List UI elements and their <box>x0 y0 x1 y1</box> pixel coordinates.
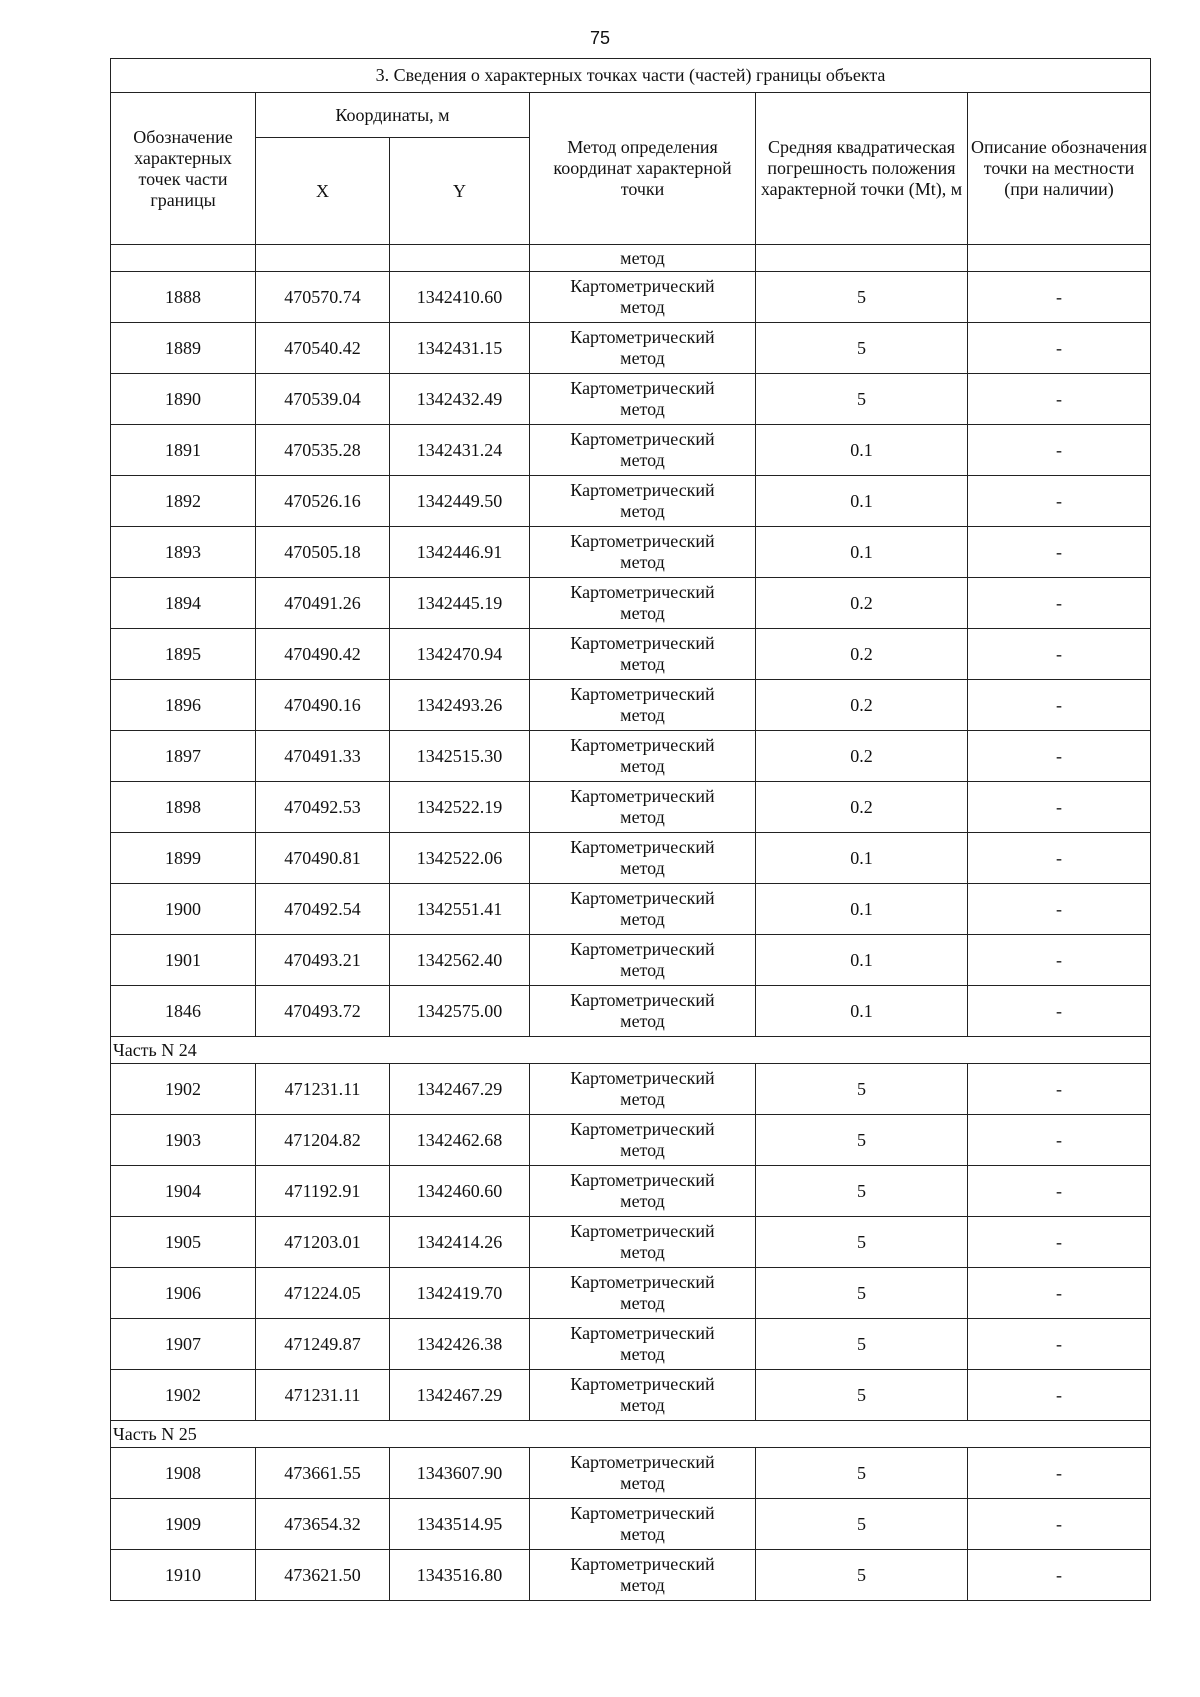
method-cell <box>530 680 756 731</box>
coord-y: 1342467.29 <box>390 1370 530 1421</box>
method-line-2: метод <box>620 1473 665 1493</box>
method-line-1: Картометрический <box>570 1119 715 1139</box>
method-line-1: Картометрический <box>570 1323 715 1343</box>
coord-x: 470491.26 <box>256 578 390 629</box>
table-row <box>111 680 1151 731</box>
coord-y: 1342445.19 <box>390 578 530 629</box>
method-line-1: Картометрический <box>570 939 715 959</box>
method-line-1: Картометрический <box>570 327 715 347</box>
point-description: - <box>968 833 1151 884</box>
table-row <box>111 1115 1151 1166</box>
table-row <box>111 578 1151 629</box>
error-mt: 0.1 <box>756 476 968 527</box>
method-line-2: метод <box>620 654 665 674</box>
header-coordinates: Координаты, м <box>256 93 530 138</box>
table-row <box>111 425 1151 476</box>
method-cell <box>530 986 756 1037</box>
cell-empty <box>968 245 1151 272</box>
point-description: - <box>968 782 1151 833</box>
method-line-1: Картометрический <box>570 633 715 653</box>
point-description: - <box>968 1448 1151 1499</box>
coord-x: 470493.72 <box>256 986 390 1037</box>
error-mt: 5 <box>756 323 968 374</box>
method-cell <box>530 1268 756 1319</box>
coord-y: 1343516.80 <box>390 1550 530 1601</box>
method-line-1: Картометрический <box>570 1452 715 1472</box>
coord-y: 1342522.19 <box>390 782 530 833</box>
method-line-1: Картометрический <box>570 786 715 806</box>
method-line-1: Картометрический <box>570 1374 715 1394</box>
point-description: - <box>968 986 1151 1037</box>
point-id: 1909 <box>111 1499 256 1550</box>
error-mt: 5 <box>756 1115 968 1166</box>
table-row <box>111 1319 1151 1370</box>
method-line-2: метод <box>620 1140 665 1160</box>
page-number: 75 <box>589 28 611 48</box>
method-line-1: Картометрический <box>570 1503 715 1523</box>
header-error: Средняя квадратическая погрешность положения характерной точки (Mt), м <box>756 93 968 245</box>
point-id: 1889 <box>111 323 256 374</box>
point-description: - <box>968 1115 1151 1166</box>
continuation-row <box>111 245 1151 272</box>
error-mt: 5 <box>756 1448 968 1499</box>
point-description: - <box>968 1166 1151 1217</box>
error-mt: 0.1 <box>756 986 968 1037</box>
method-line-2: метод <box>620 807 665 827</box>
error-mt: 0.1 <box>756 884 968 935</box>
method-cell <box>530 1166 756 1217</box>
error-mt: 5 <box>756 1370 968 1421</box>
point-description: - <box>968 629 1151 680</box>
point-description: - <box>968 374 1151 425</box>
point-description: - <box>968 731 1151 782</box>
method-cell <box>530 629 756 680</box>
coord-x: 470540.42 <box>256 323 390 374</box>
point-id: 1888 <box>111 272 256 323</box>
table-row <box>111 1064 1151 1115</box>
method-line-1: Картометрический <box>570 429 715 449</box>
method-line-2: метод <box>620 501 665 521</box>
point-id: 1896 <box>111 680 256 731</box>
part-header-row <box>111 1421 1151 1448</box>
point-description: - <box>968 272 1151 323</box>
header-description: Описание обозначения точки на местности (при наличии) <box>968 93 1151 245</box>
method-cell <box>530 425 756 476</box>
method-line-2: метод <box>620 348 665 368</box>
method-line-1: Картометрический <box>570 684 715 704</box>
cell-empty <box>111 245 256 272</box>
point-id: 1893 <box>111 527 256 578</box>
error-mt: 5 <box>756 1319 968 1370</box>
coord-y: 1342493.26 <box>390 680 530 731</box>
method-cell <box>530 1499 756 1550</box>
table-row <box>111 1370 1151 1421</box>
method-cell <box>530 935 756 986</box>
point-id: 1897 <box>111 731 256 782</box>
table-row <box>111 833 1151 884</box>
error-mt: 5 <box>756 374 968 425</box>
method-cell <box>530 1370 756 1421</box>
error-mt: 5 <box>756 1499 968 1550</box>
coord-x: 471192.91 <box>256 1166 390 1217</box>
table-title: 3. Сведения о характерных точках части (частей) границы объекта <box>111 59 1151 93</box>
coord-y: 1342431.15 <box>390 323 530 374</box>
point-description: - <box>968 1319 1151 1370</box>
coord-x: 470535.28 <box>256 425 390 476</box>
method-line-1: Картометрический <box>570 480 715 500</box>
coord-x: 470490.81 <box>256 833 390 884</box>
cell-empty <box>256 245 390 272</box>
point-description: - <box>968 323 1151 374</box>
point-id: 1905 <box>111 1217 256 1268</box>
part-label: Часть N 24 <box>111 1037 1151 1064</box>
coord-x: 470492.54 <box>256 884 390 935</box>
coord-x: 470492.53 <box>256 782 390 833</box>
header-method: Метод определения координат характерной точки <box>530 93 756 245</box>
method-line-2: метод <box>620 399 665 419</box>
error-mt: 5 <box>756 1166 968 1217</box>
method-line-1: Картометрический <box>570 378 715 398</box>
method-line-1: Картометрический <box>570 276 715 296</box>
coord-y: 1342449.50 <box>390 476 530 527</box>
coord-y: 1342462.68 <box>390 1115 530 1166</box>
error-mt: 5 <box>756 1268 968 1319</box>
coord-y: 1342446.91 <box>390 527 530 578</box>
method-line-2: метод <box>620 705 665 725</box>
point-description: - <box>968 1268 1151 1319</box>
coord-y: 1342419.70 <box>390 1268 530 1319</box>
coord-x: 470491.33 <box>256 731 390 782</box>
coord-x: 473661.55 <box>256 1448 390 1499</box>
coord-y: 1342470.94 <box>390 629 530 680</box>
error-mt: 0.2 <box>756 629 968 680</box>
point-description: - <box>968 425 1151 476</box>
point-description: - <box>968 680 1151 731</box>
table-row <box>111 1550 1151 1601</box>
method-line-1: Картометрический <box>570 837 715 857</box>
table-row <box>111 1268 1151 1319</box>
method-line-2: метод <box>620 1191 665 1211</box>
error-mt: 0.1 <box>756 935 968 986</box>
method-cell <box>530 833 756 884</box>
method-line-1: Картометрический <box>570 735 715 755</box>
point-id: 1890 <box>111 374 256 425</box>
error-mt: 0.1 <box>756 833 968 884</box>
method-cell <box>530 272 756 323</box>
method-line-2: метод <box>620 1293 665 1313</box>
table-row <box>111 629 1151 680</box>
method-line-2: метод <box>620 1011 665 1031</box>
table-row <box>111 527 1151 578</box>
boundary-points-table <box>110 58 1151 1601</box>
coord-x: 470539.04 <box>256 374 390 425</box>
point-id: 1901 <box>111 935 256 986</box>
table-body <box>111 245 1151 1601</box>
method-line-2: метод <box>620 756 665 776</box>
method-line-2: метод <box>620 1344 665 1364</box>
point-description: - <box>968 935 1151 986</box>
method-line-2: метод <box>620 1524 665 1544</box>
coord-x: 470570.74 <box>256 272 390 323</box>
coord-x: 470526.16 <box>256 476 390 527</box>
table-row <box>111 374 1151 425</box>
coord-y: 1342432.49 <box>390 374 530 425</box>
method-line-1: Картометрический <box>570 1554 715 1574</box>
error-mt: 0.1 <box>756 425 968 476</box>
coord-x: 471231.11 <box>256 1370 390 1421</box>
point-id: 1892 <box>111 476 256 527</box>
coord-y: 1342515.30 <box>390 731 530 782</box>
point-description: - <box>968 476 1151 527</box>
point-id: 1891 <box>111 425 256 476</box>
point-id: 1894 <box>111 578 256 629</box>
method-line-2: метод <box>620 1242 665 1262</box>
method-line-1: Картометрический <box>570 531 715 551</box>
point-description: - <box>968 1370 1151 1421</box>
coord-y: 1342414.26 <box>390 1217 530 1268</box>
method-line-2: метод <box>620 603 665 623</box>
header-x: X <box>256 138 390 245</box>
coord-x: 471203.01 <box>256 1217 390 1268</box>
point-description: - <box>968 578 1151 629</box>
error-mt: 5 <box>756 1064 968 1115</box>
coord-x: 470505.18 <box>256 527 390 578</box>
point-description: - <box>968 1499 1151 1550</box>
table-row <box>111 1166 1151 1217</box>
coord-y: 1342410.60 <box>390 272 530 323</box>
point-id: 1900 <box>111 884 256 935</box>
table-row <box>111 884 1151 935</box>
point-id: 1904 <box>111 1166 256 1217</box>
table-row <box>111 986 1151 1037</box>
header-y: Y <box>390 138 530 245</box>
point-description: - <box>968 884 1151 935</box>
coord-x: 471249.87 <box>256 1319 390 1370</box>
continuation-method: метод <box>530 245 756 272</box>
method-line-2: метод <box>620 960 665 980</box>
method-line-1: Картометрический <box>570 582 715 602</box>
coord-x: 470493.21 <box>256 935 390 986</box>
coord-y: 1342426.38 <box>390 1319 530 1370</box>
error-mt: 5 <box>756 1550 968 1601</box>
method-cell <box>530 782 756 833</box>
coord-y: 1342551.41 <box>390 884 530 935</box>
method-cell <box>530 323 756 374</box>
coord-y: 1342522.06 <box>390 833 530 884</box>
coord-y: 1342575.00 <box>390 986 530 1037</box>
method-cell <box>530 578 756 629</box>
point-id: 1908 <box>111 1448 256 1499</box>
table-row <box>111 782 1151 833</box>
point-description: - <box>968 1217 1151 1268</box>
method-cell <box>530 1448 756 1499</box>
coord-x: 470490.42 <box>256 629 390 680</box>
coord-y: 1342431.24 <box>390 425 530 476</box>
error-mt: 0.2 <box>756 680 968 731</box>
cell-empty <box>756 245 968 272</box>
table-row <box>111 323 1151 374</box>
coord-x: 471231.11 <box>256 1064 390 1115</box>
coord-y: 1342460.60 <box>390 1166 530 1217</box>
coord-x: 473654.32 <box>256 1499 390 1550</box>
method-cell <box>530 527 756 578</box>
point-id: 1906 <box>111 1268 256 1319</box>
point-id: 1910 <box>111 1550 256 1601</box>
header-designation: Обозначение характерных точек части границы <box>111 93 256 245</box>
table-row <box>111 1499 1151 1550</box>
point-id: 1898 <box>111 782 256 833</box>
method-cell <box>530 374 756 425</box>
error-mt: 0.2 <box>756 578 968 629</box>
method-line-2: метод <box>620 1395 665 1415</box>
point-id: 1907 <box>111 1319 256 1370</box>
coord-y: 1342562.40 <box>390 935 530 986</box>
coord-x: 473621.50 <box>256 1550 390 1601</box>
method-line-1: Картометрический <box>570 888 715 908</box>
cell-empty <box>390 245 530 272</box>
method-line-2: метод <box>620 909 665 929</box>
table-row <box>111 731 1151 782</box>
method-line-1: Картометрический <box>570 1221 715 1241</box>
error-mt: 5 <box>756 272 968 323</box>
method-line-2: метод <box>620 552 665 572</box>
point-description: - <box>968 527 1151 578</box>
table-row <box>111 1217 1151 1268</box>
table-row <box>111 272 1151 323</box>
method-line-2: метод <box>620 450 665 470</box>
method-line-2: метод <box>620 297 665 317</box>
point-id: 1899 <box>111 833 256 884</box>
method-cell <box>530 1217 756 1268</box>
method-cell <box>530 1115 756 1166</box>
error-mt: 0.2 <box>756 782 968 833</box>
method-cell <box>530 1319 756 1370</box>
coord-y: 1343607.90 <box>390 1448 530 1499</box>
method-line-2: метод <box>620 858 665 878</box>
point-id: 1895 <box>111 629 256 680</box>
method-cell <box>530 1550 756 1601</box>
method-cell <box>530 731 756 782</box>
point-id: 1846 <box>111 986 256 1037</box>
coord-x: 471204.82 <box>256 1115 390 1166</box>
method-line-1: Картометрический <box>570 990 715 1010</box>
error-mt: 5 <box>756 1217 968 1268</box>
method-cell <box>530 1064 756 1115</box>
method-line-1: Картометрический <box>570 1068 715 1088</box>
point-id: 1902 <box>111 1064 256 1115</box>
point-description: - <box>968 1064 1151 1115</box>
error-mt: 0.1 <box>756 527 968 578</box>
coord-y: 1342467.29 <box>390 1064 530 1115</box>
method-line-1: Картометрический <box>570 1272 715 1292</box>
table-row <box>111 935 1151 986</box>
method-line-1: Картометрический <box>570 1170 715 1190</box>
coord-x: 470490.16 <box>256 680 390 731</box>
part-header-row <box>111 1037 1151 1064</box>
point-id: 1903 <box>111 1115 256 1166</box>
table-row <box>111 476 1151 527</box>
coord-y: 1343514.95 <box>390 1499 530 1550</box>
method-cell <box>530 476 756 527</box>
coord-x: 471224.05 <box>256 1268 390 1319</box>
part-label: Часть N 25 <box>111 1421 1151 1448</box>
table-row <box>111 1448 1151 1499</box>
method-cell <box>530 884 756 935</box>
point-id: 1902 <box>111 1370 256 1421</box>
error-mt: 0.2 <box>756 731 968 782</box>
method-line-2: метод <box>620 1089 665 1109</box>
method-line-2: метод <box>620 1575 665 1595</box>
point-description: - <box>968 1550 1151 1601</box>
